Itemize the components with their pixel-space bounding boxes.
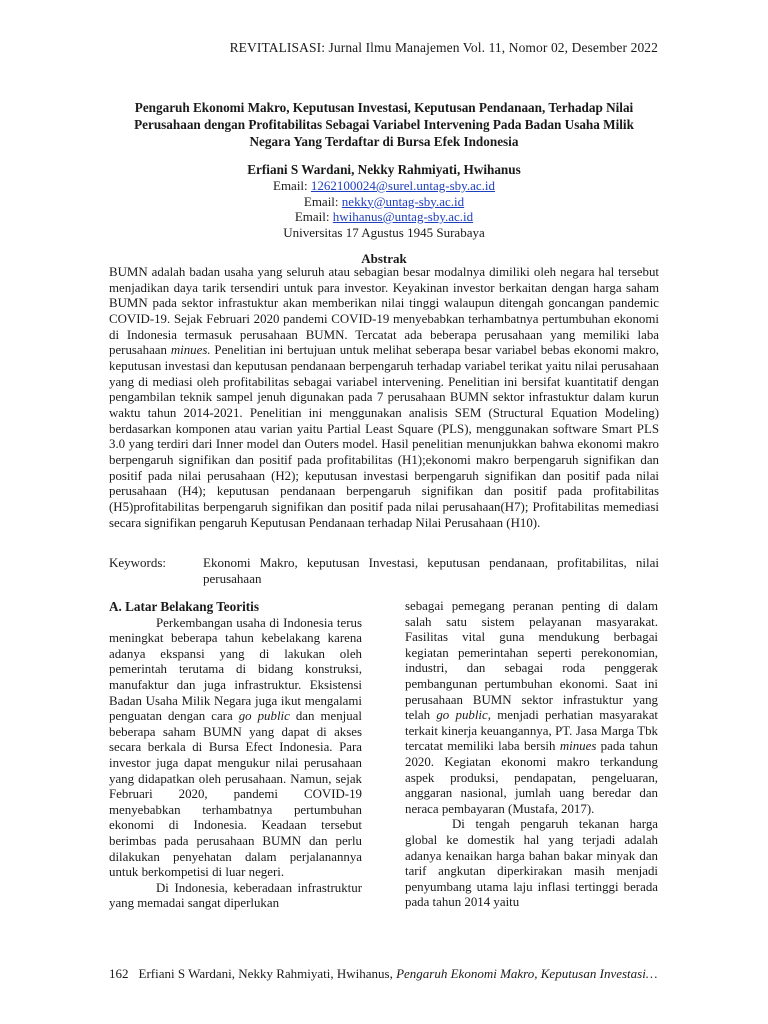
paragraph: Di tengah pengaruh tekanan harga global ke domestik hal yang terjadi adalah adanya kenaikan harga bahan bakar minyak dan tarif angkutan diperkirakan masih menjadi penyumbang utama laju inflasi tertinggi berada pada tahun 2014 yaitu (405, 817, 658, 910)
contact-block (100, 178, 668, 240)
paragraph (109, 616, 362, 881)
email-label: Email: (294, 209, 333, 224)
paragraph: Di Indonesia, keberadaan infrastruktur yang memadai sangat diperlukan (109, 880, 362, 911)
page-footer (109, 966, 669, 982)
author-list: Erfiani S Wardani, Nekky Rahmiyati, Hwihanus (247, 162, 521, 177)
keywords-label: Keywords: (109, 555, 167, 570)
abstract-part: Penelitian ini bertujuan untuk melihat seberapa besar variabel bebas ekonomi makro, keputusan investasi dan keputusan pendanaan berpengaruh terhadap variabel terikat yaitu nilai perusahaan yang di mediasi oleh profitabilitas sebagai variabel intervening. Penelitian ini bersifat kuantitatif dengan pengambilan teknik sampel jenuh digunakan pada 7 perusahaan BUMN sektor infrastuktur dalam kurun waktu tahun 2014-2021. Penelitian ini menggunakan analisis SEM (Structural Equation Modeling) berdasarkan komponen atau varian yaitu Partial Least Square (PLS), menggunakan software Smart PLS 3.0 yang terdiri dari Inner model dan Outers model. Hasil penelitian menunjukkan bahwa ekonomi makro berpengaruh signifikan dan positif pada profitabilitas (H1);ekonomi makro berpengaruh signifikan dan positif pada nilai perusahaan (H2); keputusan investasi berpengaruh signifikan dan positif pada nilai perusahaan (H4); keputusan pendanaan berpengaruh signifikan dan positif pada profitabilitas (H5)profitabilitas berpengaruh signifikan dan positif pada nilai perusahaan(H7); Profitabilitas memediasi secara signifikan pengaruh Keputusan Pendanaan terhadap Nilai Perusahaan (H10). (109, 343, 659, 530)
paragraph-text: , menjadi perhatian masyarakat terkait kinerja keuangannya, PT. Jasa Marga Tbk tercatat memiliki laba bersih (405, 708, 658, 754)
email-line (100, 209, 668, 225)
footer-title: Pengaruh Ekonomi Makro, Keputusan Investasi… (396, 966, 658, 981)
paragraph-text: Perkembangan usaha di Indonesia terus meningkat beberapa tahun kebelakang karena adanya ekspansi yang di lakukan oleh pemerintah terutama di bidang konstruksi, manufaktur dan juga infrastruktur. Eksistensi Badan Usaha Milik Negara juga ikut mengalami penguatan dengan cara (109, 615, 362, 724)
section-heading: A. Latar Belakang Teoritis (109, 599, 259, 614)
keywords-text: Ekonomi Makro, keputusan Investasi, keputusan pendanaan, profitabilitas, nilai perusahaan (203, 555, 659, 586)
title-line: Perusahaan dengan Profitabilitas Sebagai Variabel Intervening Pada Badan Usaha Milik (134, 117, 634, 132)
abstract-text (109, 265, 659, 531)
keywords (109, 555, 659, 586)
email-label: Email: (273, 178, 311, 193)
paragraph-italic: go public (238, 709, 290, 724)
email-link[interactable]: 1262100024@surel.untag-sby.ac.id (310, 178, 495, 193)
title-line: Pengaruh Ekonomi Makro, Keputusan Investasi, Keputusan Pendanaan, Terhadap Nilai (134, 100, 634, 115)
email-line (100, 194, 668, 210)
column-left (109, 599, 362, 912)
paragraph-text: sebagai pemegang peranan penting di dalam salah satu sistem pelayanan masyarakat. Fasilitas vital guna mendukung berbagai kegiatan pemerintahan seperti perekonomian, industri, dan sebagai roda penggerak pembangunan pertumbuhan ekonomi. Saat ini perusahaan BUMN sektor infrastuktur yang telah (405, 599, 658, 723)
email-link[interactable]: hwihanus@untag-sby.ac.id (332, 209, 474, 224)
abstract-heading: Abstrak (361, 251, 407, 266)
email-label: Email: (303, 193, 342, 209)
paper-title (100, 99, 668, 150)
paragraph-italic: go public (436, 708, 488, 723)
footer-authors: Erfiani S Wardani, Nekky Rahmiyati, Hwihanus, (138, 966, 397, 981)
page-number: 162 (109, 966, 129, 981)
email-line (100, 178, 668, 194)
title-line: Negara Yang Terdaftar di Bursa Efek Indonesia (249, 134, 519, 149)
paragraph-text: dan menjual beberapa saham BUMN yang dapat di akses secara berkala di Bursa Efect Indonesia. Para investor juga dapat mengukur nilai perusahaan yang didapatkan oleh perusahaan. Namun, sejak Februari 2020, pandemi COVID-19 menyebabkan terhambatnya pertumbuhan ekonomi di Indonesia. Keadaan tersebut berimbas pada perusahaan BUMN dan perlu dilakukan penyehatan dalam perjalanannya untuk berkompetisi di luar negeri. (109, 709, 362, 880)
paragraph-italic: minues (559, 739, 597, 754)
abstract-part: BUMN adalah badan usaha yang seluruh atau sebagian besar modalnya dimiliki oleh negara hal tersebut menjadikan daya tarik tersendiri untuk para investor. Keyakinan investor berkaitan dengan harga saham BUMN pada sektor infrastuktur akan memberikan nilai tinggi walaupun ditengah goncangan pandemic COVID-19. Sejak Februari 2020 pandemi COVID-19 menyebabkan terhambatnya pertumbuhan ekonomi di Indonesia termasuk perusahaan BUMN. Tercatat ada beberapa perusahaan yang memiliki laba perusahaan (109, 265, 659, 358)
abstract-italic: minues. (170, 343, 211, 358)
email-link[interactable]: nekky@untag-sby.ac.id (341, 193, 465, 209)
journal-header: REVITALISASI: Jurnal Ilmu Manajemen Vol. 11, Nomor 02, Desember 2022 (229, 40, 658, 55)
affiliation: Universitas 17 Agustus 1945 Surabaya (283, 224, 485, 240)
paragraph (405, 599, 658, 817)
paragraph-text: pada tahun 2020. Kegiatan ekonomi makro terkandung aspek produksi, pendapatan, pengeluaran, anggaran nasional, jumlah uang beredar dan neraca pembayaran (Mustafa, 2017). (405, 739, 658, 816)
column-right (405, 599, 658, 911)
